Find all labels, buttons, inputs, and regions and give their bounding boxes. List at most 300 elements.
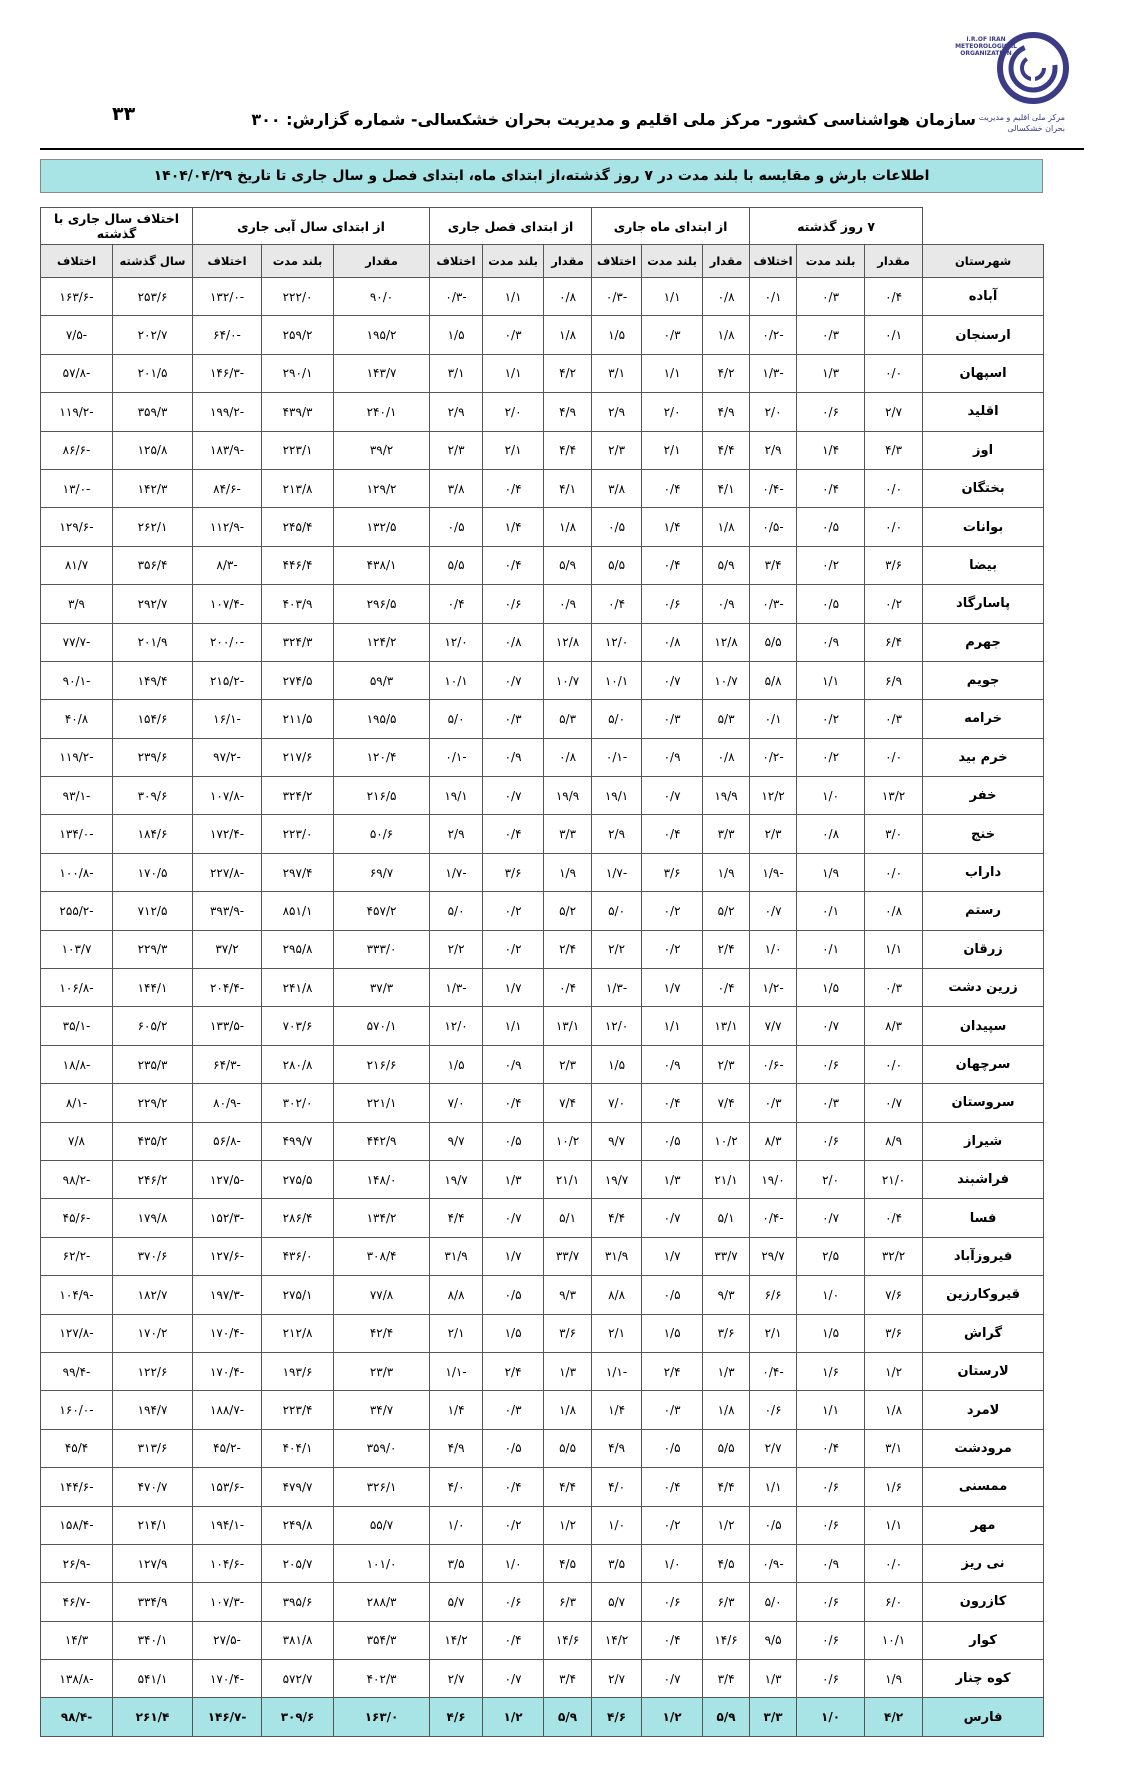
group-header-row	[41, 208, 1044, 245]
city-cell: اوز	[923, 431, 1044, 469]
value-cell: ۲۱۳/۸	[262, 469, 334, 507]
value-cell: -۰/۱	[430, 738, 483, 776]
value-cell: ۱/۲	[703, 1506, 750, 1544]
value-cell: -۱۱۹/۲	[41, 393, 113, 431]
value-cell: -۱/۷	[592, 853, 642, 891]
value-cell: -۱۷۰/۴	[193, 1660, 262, 1698]
value-cell: ۰/۲	[483, 1506, 544, 1544]
column-header: سال گذشته	[113, 245, 193, 278]
value-cell: ۰/۹	[483, 1045, 544, 1083]
value-cell: ۰/۳	[750, 1084, 797, 1122]
value-cell: ۱/۲	[544, 1506, 592, 1544]
value-cell: ۵/۵	[592, 546, 642, 584]
value-cell: -۴۵/۶	[41, 1199, 113, 1237]
value-cell: -۳۵/۱	[41, 1007, 113, 1045]
table-row	[41, 1391, 1044, 1429]
city-cell: اقلید	[923, 393, 1044, 431]
value-cell: -۸۶/۶	[41, 431, 113, 469]
table-row	[41, 1660, 1044, 1698]
value-cell: ۰/۴	[483, 1621, 544, 1659]
table-row	[41, 1314, 1044, 1352]
value-cell: ۰/۱	[750, 278, 797, 316]
value-cell: -۱۲۷/۶	[193, 1237, 262, 1275]
value-cell: -۹۹/۴	[41, 1352, 113, 1390]
value-cell: ۲/۰	[797, 1160, 865, 1198]
value-cell: ۲/۷	[750, 1429, 797, 1467]
value-cell: ۷۱۲/۵	[113, 892, 193, 930]
value-cell: ۱/۱	[797, 661, 865, 699]
value-cell: ۱/۰	[797, 1276, 865, 1314]
value-cell: ۲۰۵/۷	[262, 1544, 334, 1582]
value-cell: -۱۶/۱	[193, 700, 262, 738]
value-cell: -۱۹۹/۲	[193, 393, 262, 431]
value-cell: ۱۴۴/۱	[113, 969, 193, 1007]
value-cell: -۰/۳	[750, 585, 797, 623]
value-cell: ۱/۵	[483, 1314, 544, 1352]
city-cell: جهرم	[923, 623, 1044, 661]
value-cell: ۳۰۹/۶	[113, 777, 193, 815]
value-cell: ۱۵۴/۶	[113, 700, 193, 738]
city-cell: سپیدان	[923, 1007, 1044, 1045]
value-cell: ۰/۱	[797, 930, 865, 968]
value-cell: ۰/۹	[544, 585, 592, 623]
value-cell: ۱۴/۲	[430, 1621, 483, 1659]
table-row	[41, 508, 1044, 546]
value-cell: ۱/۹	[544, 853, 592, 891]
value-cell: ۷۰۳/۶	[262, 1007, 334, 1045]
value-cell: ۰/۸	[483, 623, 544, 661]
value-cell: ۰/۷	[797, 1199, 865, 1237]
value-cell: ۳/۵	[430, 1544, 483, 1582]
value-cell: -۰/۳	[430, 278, 483, 316]
value-cell: ۲/۷	[430, 1660, 483, 1698]
value-cell: ۲۱/۰	[865, 1160, 923, 1198]
value-cell: -۹۸/۴	[41, 1698, 113, 1736]
value-cell: ۱/۹	[797, 853, 865, 891]
header-divider	[40, 148, 1084, 150]
value-cell: ۵۵/۷	[334, 1506, 430, 1544]
value-cell: ۴۴۲/۹	[334, 1122, 430, 1160]
value-cell: ۴/۳	[865, 431, 923, 469]
value-cell: ۳۴۰/۱	[113, 1621, 193, 1659]
value-cell: ۵/۵	[703, 1429, 750, 1467]
value-cell: ۰/۰	[865, 508, 923, 546]
value-cell: ۳۸۱/۸	[262, 1621, 334, 1659]
value-cell: ۳۷۰/۶	[113, 1237, 193, 1275]
value-cell: -۲۶/۹	[41, 1544, 113, 1582]
value-cell: ۰/۴	[544, 969, 592, 1007]
value-cell: ۳/۴	[544, 1660, 592, 1698]
value-cell: ۰/۶	[750, 1391, 797, 1429]
value-cell: ۰/۳	[642, 1391, 703, 1429]
value-cell: ۲/۰	[642, 393, 703, 431]
column-header: بلند مدت	[642, 245, 703, 278]
value-cell: ۰/۱	[797, 892, 865, 930]
value-cell: ۰/۰	[865, 853, 923, 891]
value-cell: ۳۱۳/۶	[113, 1429, 193, 1467]
value-cell: ۱۷۹/۸	[113, 1199, 193, 1237]
value-cell: ۰/۴	[483, 546, 544, 584]
city-cell: اسپهان	[923, 354, 1044, 392]
value-cell: ۵/۹	[544, 1698, 592, 1736]
value-cell: ۰/۶	[797, 1660, 865, 1698]
value-cell: -۱۲۹/۶	[41, 508, 113, 546]
city-cell: نی ریز	[923, 1544, 1044, 1582]
table-row	[41, 431, 1044, 469]
value-cell: -۱۵۳/۶	[193, 1468, 262, 1506]
value-cell: ۸/۸	[430, 1276, 483, 1314]
table-row	[41, 1621, 1044, 1659]
value-cell: ۳/۵	[592, 1544, 642, 1582]
value-cell: ۱۲۲/۶	[113, 1352, 193, 1390]
value-cell: ۱/۸	[544, 316, 592, 354]
value-cell: ۳/۰	[865, 815, 923, 853]
value-cell: ۰/۵	[642, 1122, 703, 1160]
value-cell: ۰/۹	[483, 738, 544, 776]
value-cell: ۰/۶	[483, 585, 544, 623]
city-cell: زرقان	[923, 930, 1044, 968]
value-cell: ۳۰۹/۶	[262, 1698, 334, 1736]
value-cell: ۲۸۶/۴	[262, 1199, 334, 1237]
value-cell: ۸۱/۷	[41, 546, 113, 584]
value-cell: ۵/۲	[703, 892, 750, 930]
value-cell: ۱۲۷/۹	[113, 1544, 193, 1582]
value-cell: ۶۹/۷	[334, 853, 430, 891]
value-cell: ۰/۷	[642, 1199, 703, 1237]
value-cell: ۰/۴	[642, 1621, 703, 1659]
value-cell: ۱۶۳/۰	[334, 1698, 430, 1736]
value-cell: ۵/۹	[703, 1698, 750, 1736]
value-cell: -۲۰۰/۰	[193, 623, 262, 661]
value-cell: ۲۱۶/۵	[334, 777, 430, 815]
city-cell: خنج	[923, 815, 1044, 853]
value-cell: ۰/۰	[865, 354, 923, 392]
value-cell: ۱۲/۰	[430, 1007, 483, 1045]
value-cell: ۷/۸	[41, 1122, 113, 1160]
value-cell: ۱/۸	[865, 1391, 923, 1429]
value-cell: ۱/۴	[797, 431, 865, 469]
value-cell: ۰/۷	[750, 892, 797, 930]
value-cell: ۱/۱	[865, 930, 923, 968]
value-cell: ۱۴/۶	[544, 1621, 592, 1659]
value-cell: -۱۳۳/۵	[193, 1007, 262, 1045]
value-cell: ۰/۴	[642, 469, 703, 507]
value-cell: -۱۷۲/۴	[193, 815, 262, 853]
value-cell: ۴/۵	[703, 1544, 750, 1582]
value-cell: ۰/۳	[865, 969, 923, 1007]
value-cell: ۳۵۶/۴	[113, 546, 193, 584]
value-cell: ۱/۰	[642, 1544, 703, 1582]
value-cell: -۱/۷	[430, 853, 483, 891]
value-cell: -۶۴/۰	[193, 316, 262, 354]
value-cell: ۰/۴	[483, 1084, 544, 1122]
value-cell: ۳/۱	[865, 1429, 923, 1467]
value-cell: ۰/۵	[483, 1276, 544, 1314]
value-cell: ۹/۳	[703, 1276, 750, 1314]
group-header: از ابتدای سال آبی جاری	[193, 208, 430, 245]
table-row	[41, 1544, 1044, 1582]
value-cell: ۶/۴	[865, 623, 923, 661]
value-cell: ۱۲/۰	[430, 623, 483, 661]
column-header: بلند مدت	[797, 245, 865, 278]
value-cell: ۰/۲	[797, 546, 865, 584]
value-cell: ۱۰/۷	[544, 661, 592, 699]
value-cell: ۴۵/۴	[41, 1429, 113, 1467]
value-cell: ۳۷/۲	[193, 930, 262, 968]
value-cell: ۴۷۰/۷	[113, 1468, 193, 1506]
value-cell: -۹۳/۱	[41, 777, 113, 815]
value-cell: ۱/۳	[703, 1352, 750, 1390]
value-cell: ۴۳۸/۱	[334, 546, 430, 584]
city-cell: کازرون	[923, 1583, 1044, 1621]
value-cell: ۲/۹	[750, 431, 797, 469]
value-cell: ۰/۴	[483, 469, 544, 507]
value-cell: -۱۸۸/۷	[193, 1391, 262, 1429]
value-cell: ۰/۸	[865, 892, 923, 930]
city-cell: خرامه	[923, 700, 1044, 738]
value-cell: ۶/۳	[703, 1583, 750, 1621]
value-cell: ۱۰/۱	[430, 661, 483, 699]
value-cell: ۲/۹	[430, 815, 483, 853]
value-cell: ۰/۵	[797, 508, 865, 546]
value-cell: ۰/۵	[750, 1506, 797, 1544]
value-cell: ۴/۴	[703, 1468, 750, 1506]
value-cell: ۰/۶	[797, 1045, 865, 1083]
value-cell: -۸۴/۶	[193, 469, 262, 507]
value-cell: ۱۲/۸	[544, 623, 592, 661]
value-cell: ۴/۱	[544, 469, 592, 507]
value-cell: ۱۴/۲	[592, 1621, 642, 1659]
column-header: مقدار	[865, 245, 923, 278]
value-cell: ۰/۸	[544, 278, 592, 316]
value-cell: ۷/۷	[750, 1007, 797, 1045]
value-cell: ۲/۷	[592, 1660, 642, 1698]
value-cell: ۰/۳	[483, 316, 544, 354]
precipitation-table	[40, 207, 1044, 1737]
city-cell: کوه چنار	[923, 1660, 1044, 1698]
table-row	[41, 1122, 1044, 1160]
city-cell: لارستان	[923, 1352, 1044, 1390]
table-row	[41, 930, 1044, 968]
value-cell: ۰/۰	[865, 1544, 923, 1582]
value-cell: ۵/۳	[544, 700, 592, 738]
value-cell: -۷۷/۷	[41, 623, 113, 661]
table-row	[41, 1429, 1044, 1467]
value-cell: ۰/۸	[797, 815, 865, 853]
value-cell: ۱۹/۹	[703, 777, 750, 815]
value-cell: ۱/۰	[592, 1506, 642, 1544]
value-cell: ۵۰/۶	[334, 815, 430, 853]
value-cell: ۱/۳	[797, 354, 865, 392]
value-cell: ۰/۶	[797, 1468, 865, 1506]
value-cell: ۱/۴	[642, 508, 703, 546]
value-cell: ۴۲/۴	[334, 1314, 430, 1352]
value-cell: -۱۰۶/۸	[41, 969, 113, 1007]
value-cell: ۲/۳	[592, 431, 642, 469]
value-cell: ۲۴۱/۸	[262, 969, 334, 1007]
value-cell: ۱۰۳/۷	[41, 930, 113, 968]
value-cell: ۱۹۳/۶	[262, 1352, 334, 1390]
value-cell: ۱/۰	[430, 1506, 483, 1544]
value-cell: ۴۵۷/۲	[334, 892, 430, 930]
value-cell: ۷/۴	[703, 1084, 750, 1122]
table-row	[41, 777, 1044, 815]
value-cell: ۰/۷	[483, 1660, 544, 1698]
value-cell: ۱۸۴/۶	[113, 815, 193, 853]
value-cell: ۰/۶	[797, 1583, 865, 1621]
value-cell: ۰/۴	[430, 585, 483, 623]
value-cell: ۷۷/۸	[334, 1276, 430, 1314]
value-cell: -۹۷/۲	[193, 738, 262, 776]
city-cell: داراب	[923, 853, 1044, 891]
value-cell: -۱۰۴/۹	[41, 1276, 113, 1314]
value-cell: -۰/۴	[750, 469, 797, 507]
value-cell: ۴/۹	[544, 393, 592, 431]
value-cell: -۱/۳	[592, 969, 642, 1007]
value-cell: ۵/۰	[750, 1583, 797, 1621]
value-cell: ۴۴۶/۴	[262, 546, 334, 584]
value-cell: ۹۰/۰	[334, 278, 430, 316]
table-row	[41, 354, 1044, 392]
value-cell: ۱/۸	[703, 508, 750, 546]
value-cell: ۲/۲	[592, 930, 642, 968]
value-cell: -۹۰/۱	[41, 661, 113, 699]
value-cell: -۱۱۹/۲	[41, 738, 113, 776]
value-cell: ۳/۶	[544, 1314, 592, 1352]
value-cell: ۹/۷	[592, 1122, 642, 1160]
value-cell: ۰/۰	[865, 1045, 923, 1083]
value-cell: ۵/۳	[703, 700, 750, 738]
value-cell: ۳/۶	[703, 1314, 750, 1352]
value-cell: ۰/۹	[703, 585, 750, 623]
value-cell: ۴/۹	[430, 1429, 483, 1467]
city-cell: ارسنجان	[923, 316, 1044, 354]
value-cell: ۹/۳	[544, 1276, 592, 1314]
value-cell: ۰/۳	[642, 316, 703, 354]
value-cell: ۳۹۵/۶	[262, 1583, 334, 1621]
value-cell: ۱/۸	[703, 1391, 750, 1429]
value-cell: ۲۱۶/۶	[334, 1045, 430, 1083]
value-cell: ۰/۴	[642, 546, 703, 584]
value-cell: ۵/۷	[430, 1583, 483, 1621]
value-cell: ۷/۰	[592, 1084, 642, 1122]
value-cell: ۶/۶	[750, 1276, 797, 1314]
value-cell: ۱۹/۷	[430, 1160, 483, 1198]
value-cell: ۱۲۰/۴	[334, 738, 430, 776]
value-cell: ۲/۲	[430, 930, 483, 968]
value-cell: ۱/۴	[430, 1391, 483, 1429]
table-row	[41, 1506, 1044, 1544]
value-cell: ۲/۷	[865, 393, 923, 431]
city-cell: آباده	[923, 278, 1044, 316]
value-cell: ۵/۰	[592, 700, 642, 738]
value-cell: ۰/۵	[592, 508, 642, 546]
value-cell: ۴/۵	[544, 1544, 592, 1582]
table-row	[41, 546, 1044, 584]
value-cell: -۱۷۰/۴	[193, 1314, 262, 1352]
value-cell: -۰/۹	[750, 1544, 797, 1582]
value-cell: ۱/۸	[544, 1391, 592, 1429]
value-cell: ۲۰۱/۵	[113, 354, 193, 392]
value-cell: ۴/۰	[592, 1468, 642, 1506]
table-row	[41, 1583, 1044, 1621]
value-cell: ۳/۱	[430, 354, 483, 392]
value-cell: -۸/۱	[41, 1084, 113, 1122]
value-cell: ۳۰۲/۰	[262, 1084, 334, 1122]
value-cell: ۳۵۴/۳	[334, 1621, 430, 1659]
value-cell: ۱/۲	[483, 1698, 544, 1736]
value-cell: ۰/۶	[797, 1122, 865, 1160]
value-cell: ۲۴۵/۴	[262, 508, 334, 546]
city-cell: کوار	[923, 1621, 1044, 1659]
city-cell: زرین دشت	[923, 969, 1044, 1007]
value-cell: ۳/۴	[750, 546, 797, 584]
value-cell: ۰/۲	[642, 1506, 703, 1544]
value-cell: ۲۹۲/۷	[113, 585, 193, 623]
table-row	[41, 585, 1044, 623]
column-header: بلند مدت	[262, 245, 334, 278]
value-cell: ۰/۸	[703, 278, 750, 316]
table-row	[41, 1276, 1044, 1314]
city-cell: قیروکارزین	[923, 1276, 1044, 1314]
value-cell: ۲۹/۷	[750, 1237, 797, 1275]
value-cell: ۲۱/۱	[703, 1160, 750, 1198]
value-cell: ۳۳۳/۰	[334, 930, 430, 968]
value-cell: ۵/۵	[544, 1429, 592, 1467]
value-cell: ۰/۵	[797, 585, 865, 623]
value-cell: ۱/۳	[750, 1660, 797, 1698]
value-cell: ۲۸۰/۸	[262, 1045, 334, 1083]
value-cell: -۲۷/۵	[193, 1621, 262, 1659]
value-cell: ۸/۳	[865, 1007, 923, 1045]
value-cell: ۱/۳	[642, 1160, 703, 1198]
value-cell: -۱۳۸/۸	[41, 1660, 113, 1698]
value-cell: ۲/۱	[750, 1314, 797, 1352]
value-cell: -۰/۲	[750, 316, 797, 354]
value-cell: ۱۹/۷	[592, 1160, 642, 1198]
value-cell: ۱۴/۳	[41, 1621, 113, 1659]
table-body	[41, 278, 1044, 1737]
value-cell: ۰/۴	[592, 585, 642, 623]
report-header: سازمان هواشناسی کشور- مرکز ملی اقلیم و مدیریت بحران خشکسالی- شماره گزارش: ۳۰۰	[251, 110, 976, 129]
value-cell: ۰/۳	[797, 278, 865, 316]
value-cell: ۳۱/۹	[592, 1237, 642, 1275]
city-cell: مرودشت	[923, 1429, 1044, 1467]
value-cell: ۲/۱	[642, 431, 703, 469]
value-cell: ۱۰/۱	[865, 1621, 923, 1659]
value-cell: -۸/۳	[193, 546, 262, 584]
column-header-row	[41, 245, 1044, 278]
value-cell: ۱/۷	[642, 1237, 703, 1275]
value-cell: ۲/۳	[703, 1045, 750, 1083]
value-cell: ۱/۶	[797, 1352, 865, 1390]
value-cell: ۰/۴	[865, 1199, 923, 1237]
value-cell: ۳/۹	[41, 585, 113, 623]
page-number: ۳۳	[112, 103, 136, 125]
value-cell: ۳/۶	[642, 853, 703, 891]
table-row	[41, 892, 1044, 930]
value-cell: -۱۰۰/۸	[41, 853, 113, 891]
value-cell: ۱/۹	[865, 1660, 923, 1698]
value-cell: ۱۹۵/۵	[334, 700, 430, 738]
value-cell: ۱/۶	[865, 1468, 923, 1506]
table-row	[41, 700, 1044, 738]
value-cell: ۱/۱	[750, 1468, 797, 1506]
value-cell: ۱۴/۶	[703, 1621, 750, 1659]
value-cell: ۰/۲	[865, 585, 923, 623]
value-cell: ۱/۱	[483, 354, 544, 392]
value-cell: ۱/۵	[797, 969, 865, 1007]
